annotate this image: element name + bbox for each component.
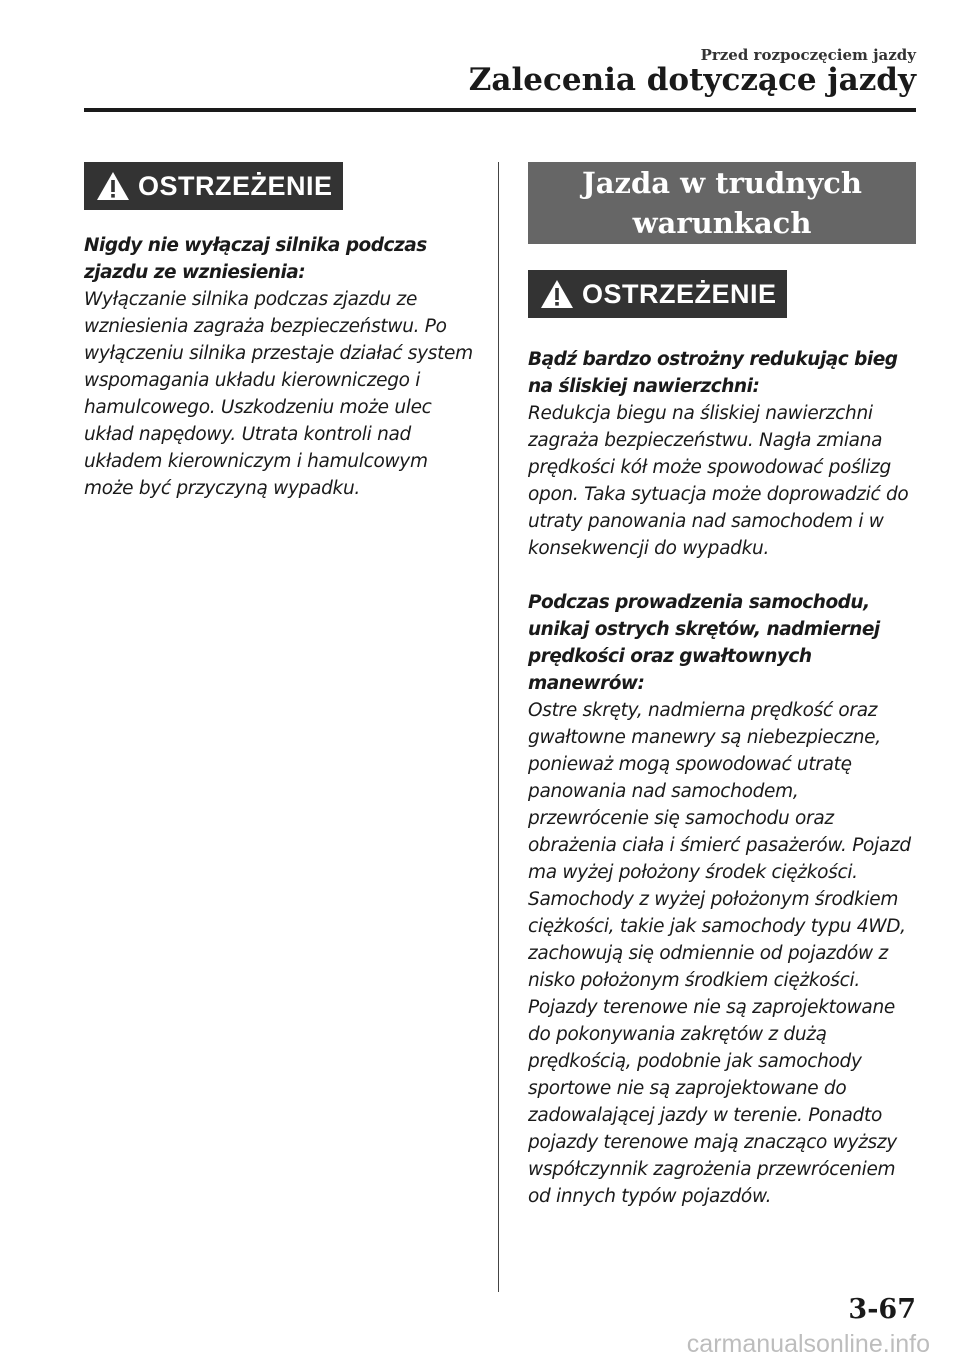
- warning-box: [84, 162, 343, 210]
- left-warning-content: [84, 232, 474, 502]
- left-column: [84, 162, 474, 502]
- header-section-label: Przed rozpoczęciem jazdy: [700, 46, 916, 64]
- warning-item-heading: Nigdy nie wyłączaj silnika podczas zjazdu ze wzniesienia:: [84, 235, 427, 283]
- warning-triangle-icon: [540, 279, 574, 309]
- page-title: Zalecenia dotyczące jazdy: [468, 62, 916, 98]
- column-divider: [498, 162, 499, 1292]
- warning-item: [84, 232, 474, 502]
- warning-item: [528, 589, 920, 1210]
- warning-item-body: Redukcja biegu na śliskiej nawierzchni zagraża bezpieczeństwu. Nagła zmiana prędkości kół może spowodować poślizg opon. Taka sytuacja może doprowadzić do utraty panowania nad samochodem i w konsekwencji do wypadku.: [528, 403, 909, 559]
- watermark: carmanualsonline.info: [686, 1330, 930, 1358]
- warning-item: [528, 346, 920, 562]
- warning-item-heading: Bądź bardzo ostrożny redukując bieg na śliskiej nawierzchni:: [528, 349, 898, 397]
- right-warning-content: [528, 346, 920, 1210]
- warning-label: OSTRZEŻENIE: [138, 170, 333, 201]
- right-column: [528, 162, 920, 1210]
- warning-item-body: Ostre skręty, nadmierna prędkość oraz gwałtowne manewry są niebezpieczne, ponieważ mogą spowodować utratę panowania nad samochodem, przewrócenie się samochodu oraz obrażenia ciała i śmierć pasażerów. Pojazd ma wyżej położony środek ciężkości. Samochody z wyżej położonym środkiem ciężkości, takie jak samochody typu 4WD, zachowują się odmiennie od pojazdów z nisko położonym środkiem ciężkości. Pojazdy terenowe nie są zaprojektowane do pokonywania zakrętów z dużą prędkością, podobnie jak samochody sportowe nie są zaprojektowane do zadowalającej jazdy w terenie. Ponadto pojazdy terenowe mają znacząco wyższy współczynnik zagrożenia przewróceniem od innych typów pojazdów.: [528, 700, 911, 1207]
- warning-item-body: Wyłączanie silnika podczas zjazdu ze wzniesienia zagraża bezpieczeństwu. Po wyłączeniu silnika przestaje działać system wspomagania układu kierowniczego i hamulcowego. Uszkodzeniu może ulec układ napędowy. Utrata kontroli nad układem kierowniczym i hamulcowym może być przyczyną wypadku.: [84, 289, 473, 499]
- section-title-banner: Jazda w trudnych warunkach: [528, 162, 916, 244]
- page-number: 3-67: [848, 1294, 916, 1325]
- warning-item-heading: Podczas prowadzenia samochodu, unikaj ostrych skrętów, nadmiernej prędkości oraz gwałtownych manewrów:: [528, 592, 880, 694]
- warning-box: [528, 270, 787, 318]
- warning-label: OSTRZEŻENIE: [582, 278, 777, 309]
- header-rule: [84, 108, 916, 112]
- warning-triangle-icon: [96, 171, 130, 201]
